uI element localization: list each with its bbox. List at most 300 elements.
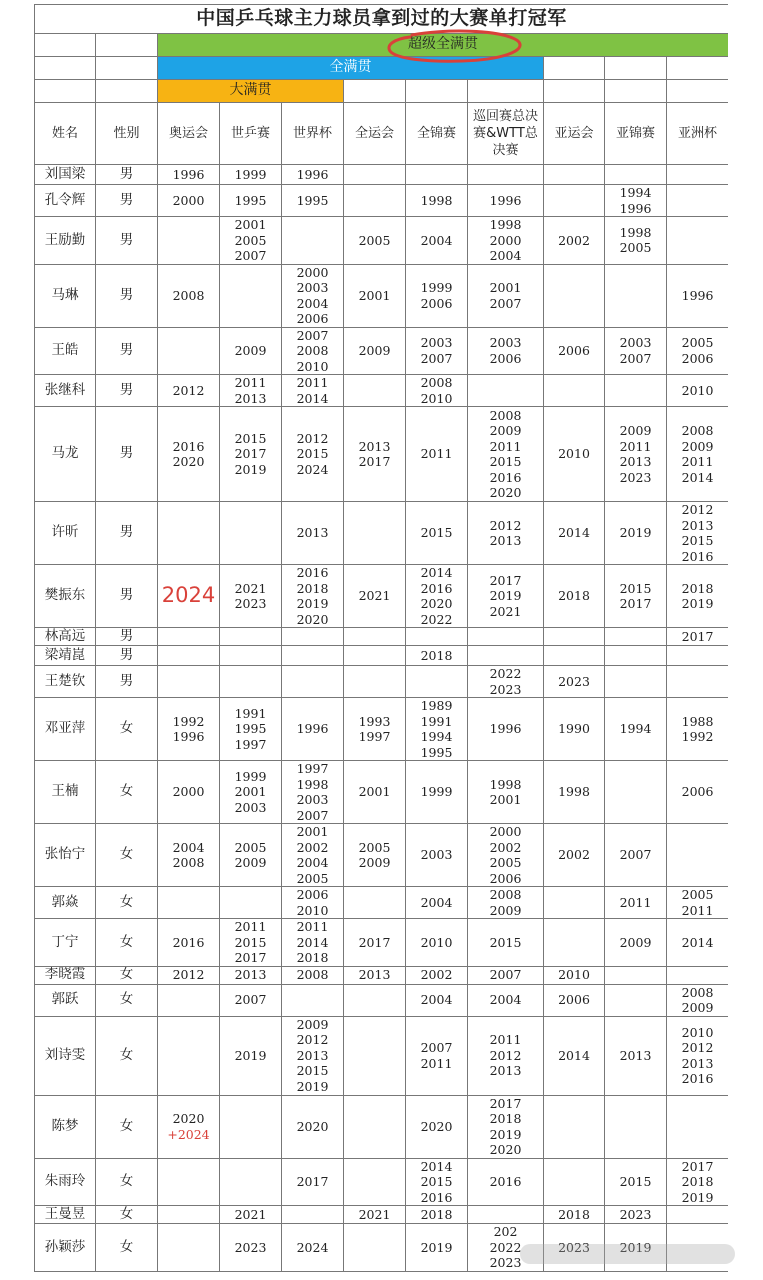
- player-name: 王楚钦: [35, 666, 96, 698]
- table-row: [35, 565, 729, 628]
- player-name: 邓亚萍: [35, 698, 96, 761]
- player-name: 王励勤: [35, 217, 96, 265]
- title-years-cell: 2006: [544, 327, 605, 375]
- player-name: 孔令辉: [35, 185, 96, 217]
- table-row: [35, 887, 729, 919]
- title-years-cell: 1994: [605, 698, 667, 761]
- title-years-cell: [667, 646, 729, 666]
- title-years-cell: 2009: [605, 919, 667, 967]
- player-sex: 男: [96, 666, 158, 698]
- title-years-cell: 2019: [220, 1016, 282, 1095]
- title-years-cell: 2014: [544, 502, 605, 565]
- title-years-cell: [544, 1158, 605, 1206]
- title-years-cell: 2006: [544, 984, 605, 1016]
- title-years-cell: [344, 1158, 406, 1206]
- title-years-cell: [344, 185, 406, 217]
- table-row: [35, 1095, 729, 1158]
- player-name: 张继科: [35, 375, 96, 407]
- title-years-cell: 2005: [344, 217, 406, 265]
- title-years-cell: 2023: [544, 1224, 605, 1272]
- player-name: 郭焱: [35, 887, 96, 919]
- title-years-cell: 2001 2005 2007: [220, 217, 282, 265]
- title-years-cell: 2023: [605, 1206, 667, 1224]
- title-years-cell: 2015: [406, 502, 468, 565]
- title-years-cell: 2020: [282, 1095, 344, 1158]
- title-years-cell: [406, 165, 468, 185]
- title-years-cell: 2023: [544, 666, 605, 698]
- title-years-cell: [220, 1158, 282, 1206]
- player-name: 张怡宁: [35, 824, 96, 887]
- title-years-cell: [544, 887, 605, 919]
- title-years-cell: 2008 2009 2011 2015 2016 2020: [468, 407, 544, 502]
- player-sex: 女: [96, 1206, 158, 1224]
- header-row: [35, 103, 729, 165]
- title-years-cell: 2010: [406, 919, 468, 967]
- title-years-cell: 1997 1998 2003 2007: [282, 761, 344, 824]
- title-years-cell: 1998 2000 2004: [468, 217, 544, 265]
- title-years-cell: 1994 1996: [605, 185, 667, 217]
- title-years-cell: 2013: [605, 1016, 667, 1095]
- player-sex: 男: [96, 217, 158, 265]
- title-years-cell: 1996: [468, 698, 544, 761]
- title-years-cell: 2008 2009 2011 2014: [667, 407, 729, 502]
- title-years-cell: 2014 2015 2016: [406, 1158, 468, 1206]
- table-row: [35, 217, 729, 265]
- title-years-cell: [158, 646, 220, 666]
- table-row: [35, 628, 729, 646]
- title-years-cell: [605, 966, 667, 984]
- title-years-cell: 2008 2009: [468, 887, 544, 919]
- title-years-cell: 2014: [667, 919, 729, 967]
- table-row: [35, 984, 729, 1016]
- title-years-cell: 2018: [544, 1206, 605, 1224]
- title-years-cell: 2018 2019: [667, 565, 729, 628]
- title-years-cell: [468, 165, 544, 185]
- title-years-cell: [220, 264, 282, 327]
- title-years-cell: 1989 1991 1994 1995: [406, 698, 468, 761]
- table-row: [35, 502, 729, 565]
- title-years-cell: 2017 2019 2021: [468, 565, 544, 628]
- title-years-cell: 1990: [544, 698, 605, 761]
- player-sex: 男: [96, 502, 158, 565]
- title-years-cell: [605, 375, 667, 407]
- title-years-cell: [544, 919, 605, 967]
- title-years-cell: 2013: [220, 966, 282, 984]
- title-years-cell: 2015: [605, 1158, 667, 1206]
- title-years-cell: 2011: [605, 887, 667, 919]
- player-sex: 女: [96, 1158, 158, 1206]
- title-years-cell: 2019: [406, 1224, 468, 1272]
- player-sex: 女: [96, 698, 158, 761]
- player-name: 王皓: [35, 327, 96, 375]
- table-row: [35, 919, 729, 967]
- title-years-cell: 2011 2015 2017: [220, 919, 282, 967]
- table-row: [35, 185, 729, 217]
- player-name: 马龙: [35, 407, 96, 502]
- title-years-cell: [667, 185, 729, 217]
- title-years-cell: 2008 2009: [667, 984, 729, 1016]
- watermark-overlay: [520, 1244, 735, 1264]
- table-row: [35, 375, 729, 407]
- title-years-cell: 1998 2005: [605, 217, 667, 265]
- title-years-cell: [544, 264, 605, 327]
- title-years-cell: 2008: [158, 264, 220, 327]
- blank-cell: [35, 57, 96, 80]
- title-years-cell: 2020: [406, 1095, 468, 1158]
- column-header: 姓名: [35, 103, 96, 165]
- player-sex: 女: [96, 1016, 158, 1095]
- title-years-cell: 1996: [158, 165, 220, 185]
- title-years-cell: [344, 1224, 406, 1272]
- title-years-cell: 1988 1992: [667, 698, 729, 761]
- table-row: [35, 646, 729, 666]
- title-years-cell: [605, 761, 667, 824]
- title-years-cell: 2000 2003 2004 2006: [282, 264, 344, 327]
- title-years-cell: 2000: [158, 185, 220, 217]
- title-years-cell: [158, 1206, 220, 1224]
- title-years-cell: [220, 628, 282, 646]
- title-years-cell: [605, 165, 667, 185]
- column-header: 性别: [96, 103, 158, 165]
- title-years-cell: [544, 646, 605, 666]
- title-years-cell: 1991 1995 1997: [220, 698, 282, 761]
- super-grand-slam-band: 超级全满贯: [158, 34, 729, 57]
- title-years-cell: 2021: [344, 1206, 406, 1224]
- title-years-cell: 2010: [544, 966, 605, 984]
- title-years-cell: [344, 984, 406, 1016]
- title-years-cell: [282, 646, 344, 666]
- table-row: [35, 1206, 729, 1224]
- champions-table: [34, 4, 728, 1272]
- player-sex: 男: [96, 165, 158, 185]
- title-years-cell: 2007: [605, 824, 667, 887]
- column-header: 亚锦赛: [605, 103, 667, 165]
- title-years-cell: [406, 628, 468, 646]
- title-years-cell: [158, 327, 220, 375]
- title-years-cell: 2024: [158, 565, 220, 628]
- title-years-cell: 1998: [406, 185, 468, 217]
- title-years-cell: [158, 502, 220, 565]
- title-years-cell: [544, 1095, 605, 1158]
- title-years-cell: [158, 628, 220, 646]
- title-years-cell: [605, 628, 667, 646]
- title-years-cell: 2003 2007: [406, 327, 468, 375]
- title-years-cell: 2009 2011 2013 2023: [605, 407, 667, 502]
- title-years-cell: 2003: [406, 824, 468, 887]
- title-years-cell: 1996: [282, 698, 344, 761]
- title-years-cell: [158, 887, 220, 919]
- title-years-cell: [220, 646, 282, 666]
- title-years-cell: 2010: [544, 407, 605, 502]
- full-grand-slam-band: 全满贯: [158, 57, 544, 80]
- title-years-cell: [544, 185, 605, 217]
- blank-cell: [468, 80, 544, 103]
- player-sex: 男: [96, 646, 158, 666]
- title-years-cell: 2004: [406, 984, 468, 1016]
- table-row: [35, 761, 729, 824]
- title-years-cell: 2017: [667, 628, 729, 646]
- title-years-cell: [158, 1016, 220, 1095]
- table-row: [35, 824, 729, 887]
- title-years-cell: [220, 666, 282, 698]
- title-years-cell: 1999 2006: [406, 264, 468, 327]
- title-years-cell: 1999: [220, 165, 282, 185]
- title-years-cell: 2000 2002 2005 2006: [468, 824, 544, 887]
- title-years-cell: 1995: [220, 185, 282, 217]
- title-years-cell: [468, 1206, 544, 1224]
- title-years-cell: [468, 646, 544, 666]
- title-years-cell: 2013: [282, 502, 344, 565]
- title-years-cell: [667, 165, 729, 185]
- title-years-cell: 2014: [544, 1016, 605, 1095]
- title-years-cell: [282, 1206, 344, 1224]
- player-sex: 男: [96, 375, 158, 407]
- title-years-cell: 2002: [544, 824, 605, 887]
- blank-cell: [605, 57, 667, 80]
- title-years-cell: 2008: [282, 966, 344, 984]
- title-years-cell: 2005 2011: [667, 887, 729, 919]
- title-years-cell: 2011 2014 2018: [282, 919, 344, 967]
- title-years-cell: 2004 2008: [158, 824, 220, 887]
- title-years-cell: [344, 646, 406, 666]
- title-years-cell: [667, 1095, 729, 1158]
- title-years-cell: [468, 628, 544, 646]
- title-years-cell: 2011: [406, 407, 468, 502]
- title-years-cell: 2022 2023: [468, 666, 544, 698]
- title-years-cell: [344, 502, 406, 565]
- player-name: 林高远: [35, 628, 96, 646]
- title-years-cell: [158, 666, 220, 698]
- blank-cell: [96, 34, 158, 57]
- title-years-cell: 2018: [406, 1206, 468, 1224]
- title-years-cell: [605, 984, 667, 1016]
- title-years-cell: 2006: [667, 761, 729, 824]
- title-years-cell: 2015 2017 2019: [220, 407, 282, 502]
- title-years-cell: 2008 2010: [406, 375, 468, 407]
- grand-slam-band: 大满贯: [158, 80, 344, 103]
- title-years-cell: 1999: [406, 761, 468, 824]
- blank-cell: [605, 80, 667, 103]
- player-name: 王曼昱: [35, 1206, 96, 1224]
- title-years-cell: 2007: [468, 966, 544, 984]
- title-years-cell: [220, 887, 282, 919]
- blank-cell: [544, 80, 605, 103]
- title-years-cell: 1998 2001: [468, 761, 544, 824]
- title-years-cell: 2016 2018 2019 2020: [282, 565, 344, 628]
- title-years-cell: 2011 2013: [220, 375, 282, 407]
- blank-cell: [667, 57, 729, 80]
- title-years-cell: [220, 1095, 282, 1158]
- title-years-cell: 2010 2012 2013 2016: [667, 1016, 729, 1095]
- title-years-cell: 2005 2009: [220, 824, 282, 887]
- title-years-cell: [344, 666, 406, 698]
- title-years-cell: [220, 502, 282, 565]
- title-years-cell: [158, 217, 220, 265]
- title-years-cell: [158, 1224, 220, 1272]
- table-row: [35, 165, 729, 185]
- title-years-cell: [667, 824, 729, 887]
- title-years-cell: 2019: [605, 502, 667, 565]
- title-years-cell: 2018: [544, 565, 605, 628]
- title-years-cell: 2001 2007: [468, 264, 544, 327]
- title-years-cell: [282, 217, 344, 265]
- column-header: 亚洲杯: [667, 103, 729, 165]
- column-header: 奥运会: [158, 103, 220, 165]
- title-years-cell: [158, 1158, 220, 1206]
- title-years-cell: 1996: [468, 185, 544, 217]
- title-years-cell: 2012 2015 2024: [282, 407, 344, 502]
- title-years-cell: [544, 165, 605, 185]
- player-name: 陈梦: [35, 1095, 96, 1158]
- column-header: 全锦赛: [406, 103, 468, 165]
- title-years-cell: 2015 2017: [605, 565, 667, 628]
- title-years-cell: 1996: [282, 165, 344, 185]
- player-sex: 男: [96, 407, 158, 502]
- player-name: 朱雨玲: [35, 1158, 96, 1206]
- title-years-cell: 2000: [158, 761, 220, 824]
- table-frame: [34, 4, 728, 1280]
- page-title: 中国乒乓球主力球员拿到过的大赛单打冠军: [35, 5, 729, 34]
- player-sex: 男: [96, 628, 158, 646]
- title-years-cell: [667, 966, 729, 984]
- title-years-cell: 2018: [406, 646, 468, 666]
- title-years-cell: 2006 2010: [282, 887, 344, 919]
- player-name: 郭跃: [35, 984, 96, 1016]
- player-name: 刘诗雯: [35, 1016, 96, 1095]
- title-years-cell: 2001: [344, 761, 406, 824]
- blank-cell: [667, 80, 729, 103]
- blank-cell: [96, 80, 158, 103]
- table-row: [35, 1016, 729, 1095]
- table-row: [35, 966, 729, 984]
- title-years-cell: [344, 628, 406, 646]
- table-row: [35, 666, 729, 698]
- title-years-cell: [605, 646, 667, 666]
- title-years-cell: [667, 1206, 729, 1224]
- player-name: 马琳: [35, 264, 96, 327]
- column-header: 世乒赛: [220, 103, 282, 165]
- table-row: [35, 698, 729, 761]
- player-sex: 男: [96, 327, 158, 375]
- title-years-cell: [406, 666, 468, 698]
- title-years-cell: 2001: [344, 264, 406, 327]
- title-years-cell: [667, 666, 729, 698]
- blank-cell: [406, 80, 468, 103]
- title-years-cell: 2016: [468, 1158, 544, 1206]
- title-years-cell: 2015: [468, 919, 544, 967]
- player-sex: 女: [96, 984, 158, 1016]
- player-sex: 女: [96, 761, 158, 824]
- player-name: 梁靖崑: [35, 646, 96, 666]
- player-name: 许昕: [35, 502, 96, 565]
- title-years-cell: 2014 2016 2020 2022: [406, 565, 468, 628]
- title-years-cell: 2017 2018 2019 2020: [468, 1095, 544, 1158]
- title-years-cell: [605, 1095, 667, 1158]
- title-years-cell: 2005 2009: [344, 824, 406, 887]
- title-years-cell: 2003 2007: [605, 327, 667, 375]
- title-years-cell: [344, 375, 406, 407]
- title-years-cell: 2004: [406, 217, 468, 265]
- title-years-cell: 2013: [344, 966, 406, 984]
- title-years-cell: 2017: [282, 1158, 344, 1206]
- title-years-cell: [344, 1095, 406, 1158]
- title-years-cell: 2007: [220, 984, 282, 1016]
- title-years-cell: 2010: [667, 375, 729, 407]
- player-sex: 女: [96, 824, 158, 887]
- title-years-cell: [344, 887, 406, 919]
- player-name: 王楠: [35, 761, 96, 824]
- title-years-cell: 2021 2023: [220, 565, 282, 628]
- title-years-cell: 1993 1997: [344, 698, 406, 761]
- title-years-cell: 2023: [220, 1224, 282, 1272]
- player-sex: 男: [96, 185, 158, 217]
- blank-cell: [35, 80, 96, 103]
- title-years-cell: [667, 217, 729, 265]
- title-years-cell: [282, 666, 344, 698]
- title-years-cell: 2011 2014: [282, 375, 344, 407]
- title-years-cell: 1992 1996: [158, 698, 220, 761]
- player-name: 刘国梁: [35, 165, 96, 185]
- column-header: 巡回赛总决 赛&WTT总 决赛: [468, 103, 544, 165]
- player-sex: 女: [96, 919, 158, 967]
- title-years-cell: 1995: [282, 185, 344, 217]
- table-row: [35, 264, 729, 327]
- title-years-cell: 2001 2002 2004 2005: [282, 824, 344, 887]
- title-years-cell: 1996: [667, 264, 729, 327]
- table-row: [35, 1158, 729, 1206]
- title-years-cell: 202 2022 2023: [468, 1224, 544, 1272]
- title-years-cell: 2012 2013: [468, 502, 544, 565]
- player-name: 李晓霞: [35, 966, 96, 984]
- player-name: 孙颖莎: [35, 1224, 96, 1272]
- title-years-cell: 2004: [406, 887, 468, 919]
- title-years-cell: 2013 2017: [344, 407, 406, 502]
- title-years-cell: [158, 984, 220, 1016]
- title-years-cell: 2007 2008 2010: [282, 327, 344, 375]
- title-years-cell: 2021: [220, 1206, 282, 1224]
- title-years-cell: [605, 666, 667, 698]
- title-years-cell: 2017 2018 2019: [667, 1158, 729, 1206]
- title-years-cell: [344, 1016, 406, 1095]
- title-years-cell: [282, 984, 344, 1016]
- title-years-cell: 2003 2006: [468, 327, 544, 375]
- title-years-cell: 2020 +2024: [158, 1095, 220, 1158]
- title-years-cell: [468, 375, 544, 407]
- player-name: 丁宁: [35, 919, 96, 967]
- player-sex: 女: [96, 1224, 158, 1272]
- column-header: 世界杯: [282, 103, 344, 165]
- title-years-cell: 2017: [344, 919, 406, 967]
- blank-cell: [544, 57, 605, 80]
- title-years-cell: 2009 2012 2013 2015 2019: [282, 1016, 344, 1095]
- title-years-cell: 2007 2011: [406, 1016, 468, 1095]
- title-years-cell: [282, 628, 344, 646]
- player-name: 樊振东: [35, 565, 96, 628]
- table-row: [35, 407, 729, 502]
- title-years-cell: 2009: [220, 327, 282, 375]
- blank-cell: [344, 80, 406, 103]
- blank-cell: [35, 34, 96, 57]
- title-years-cell: 2024: [282, 1224, 344, 1272]
- blank-cell: [96, 57, 158, 80]
- title-years-cell: 2002: [544, 217, 605, 265]
- title-years-cell: 2002: [406, 966, 468, 984]
- title-years-cell: 2012: [158, 966, 220, 984]
- player-sex: 女: [96, 966, 158, 984]
- title-years-cell: [544, 375, 605, 407]
- title-years-cell: 2016 2020: [158, 407, 220, 502]
- title-years-cell: 1999 2001 2003: [220, 761, 282, 824]
